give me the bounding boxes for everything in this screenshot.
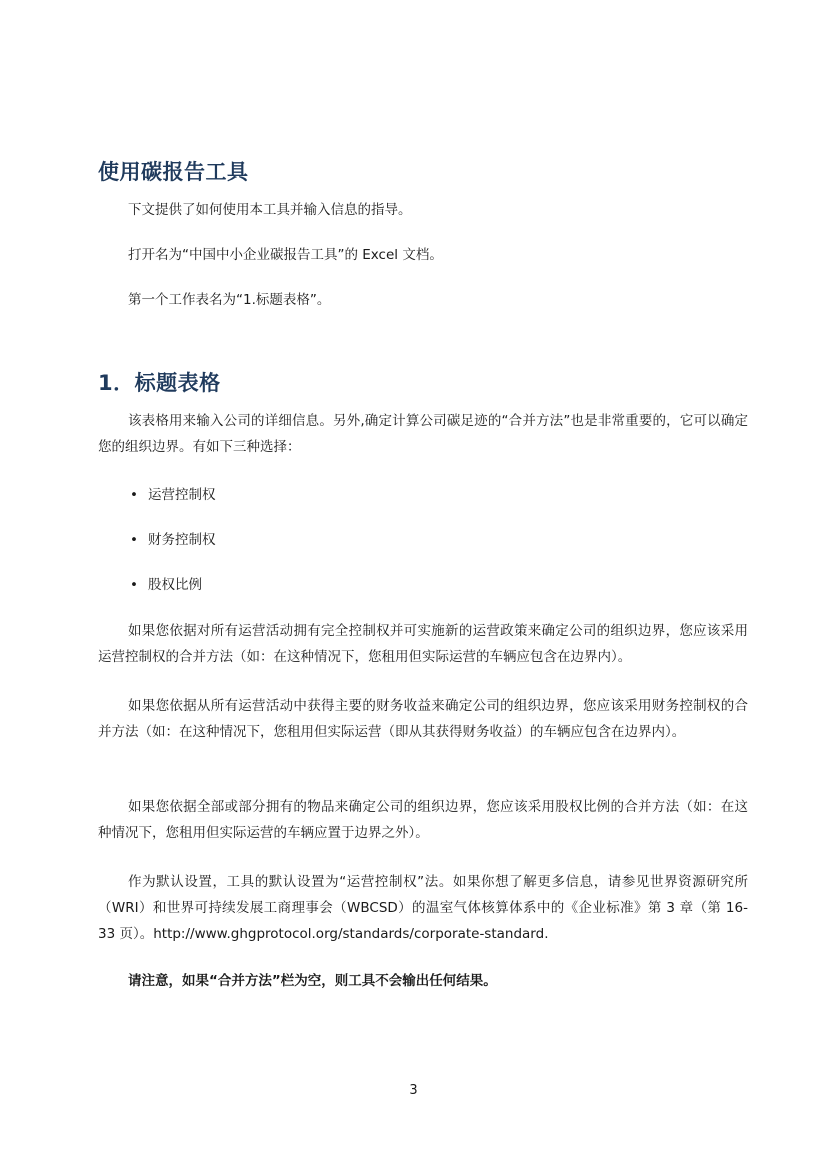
paragraph-equity-share: 如果您依据全部或部分拥有的物品来确定公司的组织边界，您应该采用股权比例的合并方法（如：在这种情况下，您租用但实际运营的车辆应置于边界之外）。 [98,799,748,841]
bullet-item-equity-share [130,572,202,598]
bullet-item-financial-control [130,527,216,553]
paragraph-default-setting: 作为默认设置，工具的默认设置为“运营控制权”法。如果你想了解更多信息，请参见世界资源研究所（WRI）和世界可持续发展工商理事会（WBCSD）的温室气体核算体系中的《企业标准》第 3 章（第 16-33 页）。http://www.ghgprotocol.org/standards/corporate-standard. [98,874,748,942]
paragraph-operational-control: 如果您依据对所有运营活动拥有完全控制权并可实施新的运营政策来确定公司的组织边界，您应该采用运营控制权的合并方法（如：在这种情况下，您租用但实际运营的车辆应包含在边界内）。 [98,623,748,665]
paragraph-open-excel: 打开名为“中国中小企业碳报告工具”的 Excel 文档。 [128,247,443,263]
paragraph-financial-control: 如果您依据从所有运营活动中获得主要的财务收益来确定公司的组织边界，您应该采用财务控制权的合并方法（如：在这种情况下，您租用但实际运营（即从其获得财务收益）的车辆应包含在边界内）。 [98,698,748,740]
bullet-icon: • [130,487,138,503]
bullet-label: 财务控制权 [148,532,216,548]
section-heading-using-tool: 使用碳报告工具 [98,160,249,184]
paragraph-title-sheet-intro: 该表格用来输入公司的详细信息。另外,确定计算公司碳足迹的“合并方法”也是非常重要的，它可以确定您的组织边界。有如下三种选择： [98,413,748,455]
page-number: 3 [409,1083,418,1098]
bullet-icon: • [130,532,138,548]
bullet-label: 运营控制权 [148,487,216,503]
section-heading-title-sheet: 1．标题表格 [98,371,221,395]
bullet-icon: • [130,577,138,593]
paragraph-guide-intro: 下文提供了如何使用本工具并输入信息的指导。 [128,202,412,218]
paragraph-note: 请注意，如果“合并方法”栏为空，则工具不会输出任何结果。 [128,973,497,989]
bullet-label: 股权比例 [148,577,202,593]
paragraph-first-sheet: 第一个工作表名为“1.标题表格”。 [128,292,331,308]
bullet-item-operational-control [130,482,216,508]
